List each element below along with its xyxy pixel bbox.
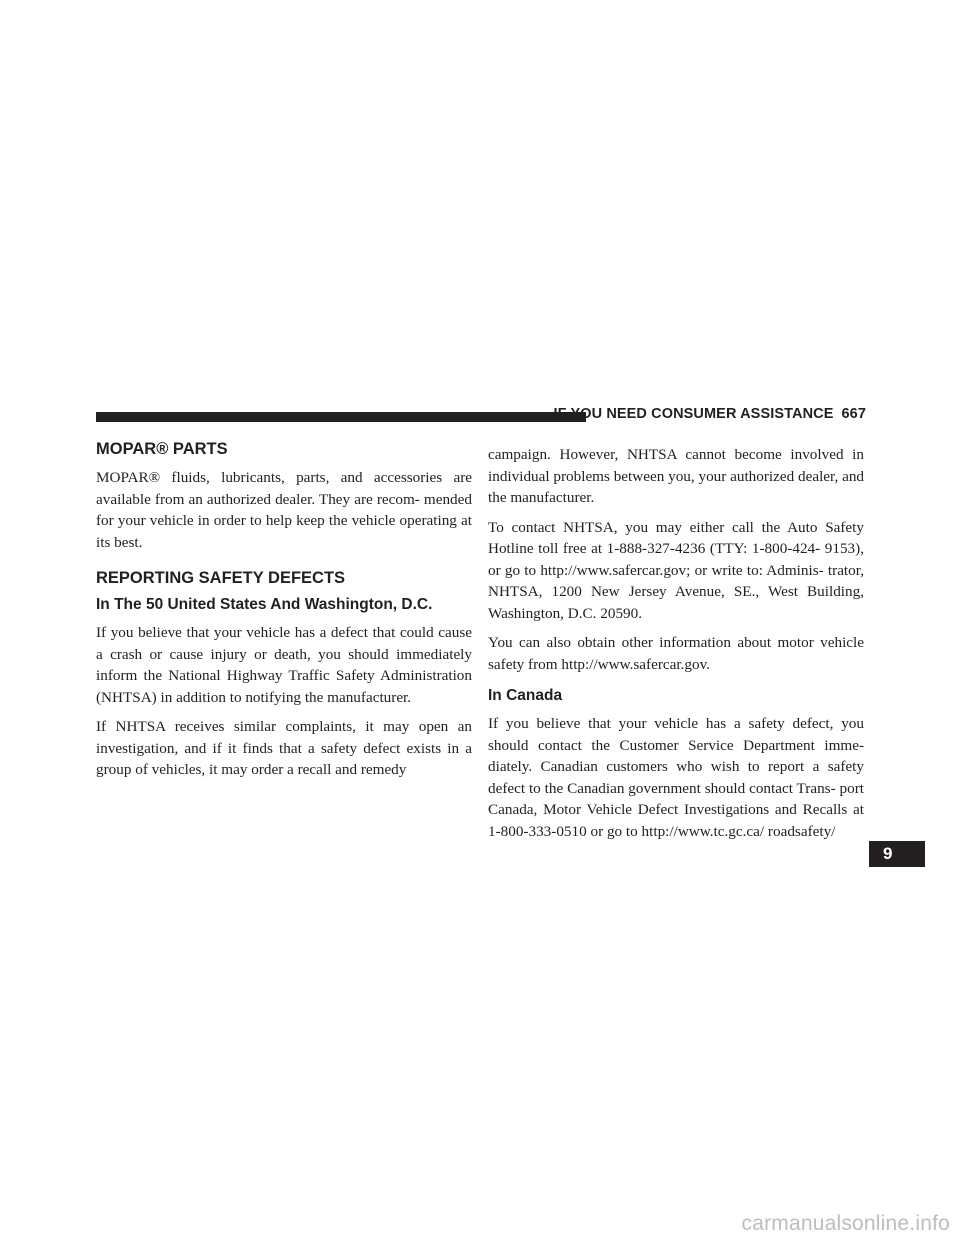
mopar-heading: MOPAR® PARTS bbox=[96, 440, 228, 458]
continuation-paragraph: campaign. However, NHTSA cannot become involved in individual problems between you, your authorized dealer, and the manufacturer. bbox=[488, 446, 865, 506]
section-title: IF YOU NEED CONSUMER ASSISTANCE bbox=[553, 406, 834, 422]
running-header bbox=[554, 406, 866, 422]
page-number: 667 bbox=[841, 406, 866, 422]
header-rule bbox=[96, 412, 586, 422]
mopar-paragraph: MOPAR® fluids, lubricants, parts, and accessories are available from an authorized dealer. They are recom- mended for your vehicle in order to help keep the vehicle operating at its best. bbox=[96, 469, 472, 551]
left-column bbox=[96, 440, 472, 789]
us-paragraph-1: If you believe that your vehicle has a defect that could cause a crash or cause injury or death, you should immediately inform the National Highway Traffic Safety Administration (NHTSA) in addition to notifying the manufacturer. bbox=[96, 624, 472, 706]
reporting-heading: REPORTING SAFETY DEFECTS bbox=[96, 569, 346, 587]
canada-heading: In Canada bbox=[488, 687, 563, 704]
us-paragraph-2: If NHTSA receives similar complaints, it may open an investigation, and if it finds that a safety defect exists in a group of vehicles, it may order a recall and remedy bbox=[96, 718, 472, 778]
canada-paragraph: If you believe that your vehicle has a safety defect, you should contact the Customer Service Department imme- diately. Canadian customers who wish to report a safety defect to the Canadian government should contact Trans- port Canada, Motor Vehicle Defect Investigations and Recalls at 1-800-333-0510 or go to http://www.tc.gc.ca/ roadsafety/ bbox=[488, 715, 864, 840]
right-column bbox=[488, 444, 864, 850]
section-tab: 9 bbox=[869, 841, 925, 867]
watermark-text: carmanualsonline.info bbox=[741, 1212, 950, 1235]
us-heading: In The 50 United States And Washington, D.C. bbox=[96, 596, 433, 613]
info-paragraph: You can also obtain other information about motor vehicle safety from http://www.safercar.gov. bbox=[488, 634, 864, 673]
contact-paragraph: To contact NHTSA, you may either call the Auto Safety Hotline toll free at 1-888-327-4236 (TTY: 1-800-424- 9153), or go to http://www.safercar.gov; or write to: Adminis- trator, NHTSA, 1200 New Jersey Avenue, SE., West Building, Washington, D.C. 20590. bbox=[488, 518, 864, 622]
